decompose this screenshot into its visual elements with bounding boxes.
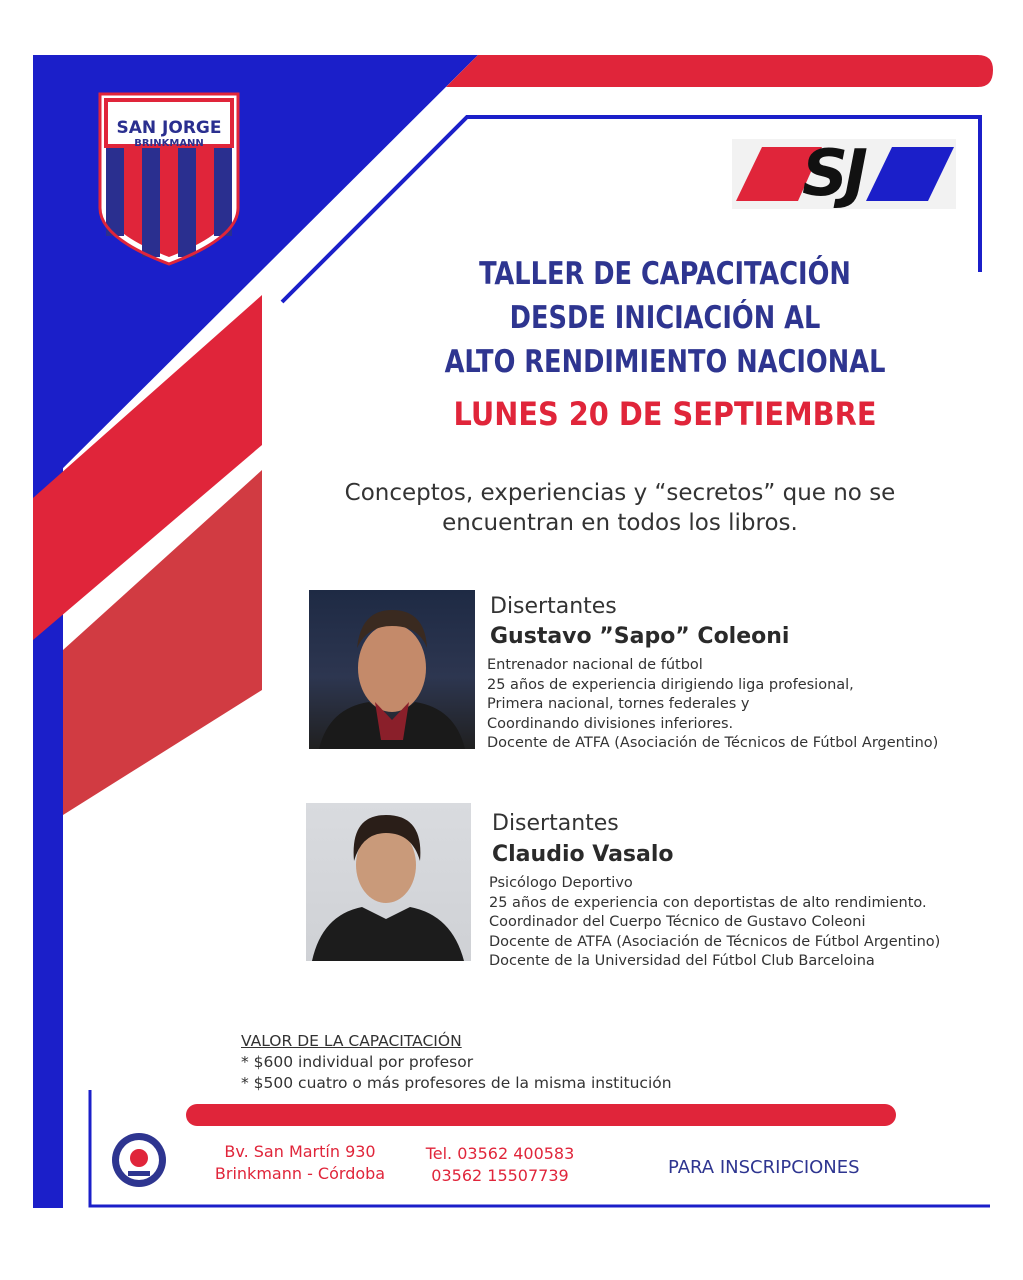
speaker-bio: [489, 874, 940, 972]
phone-line: 03562 15507739: [431, 1166, 569, 1185]
bio-line: 25 años de experiencia con deportistas de alto rendimiento.: [489, 894, 927, 911]
speaker-label: Disertantes: [492, 811, 619, 836]
address-line: Brinkmann - Córdoba: [214, 1164, 386, 1183]
tagline-line: encuentran en todos los libros.: [442, 510, 798, 536]
club-crest: [92, 88, 246, 266]
bio-line: 25 años de experiencia dirigiendo liga profesional,: [487, 676, 854, 693]
speaker-name: Claudio Vasalo: [492, 842, 674, 867]
sponsor-logo: [732, 139, 956, 209]
pricing-block: [241, 1031, 672, 1094]
crest-name: SAN JORGE: [116, 118, 222, 138]
footer-phone: [412, 1143, 588, 1187]
bio-line: Docente de la Universidad del Fútbol Club Barceloina: [489, 953, 875, 969]
pricing-item: * $500 cuatro o más profesores de la misma institución: [241, 1074, 672, 1092]
pricing-item: * $600 individual por profesor: [241, 1053, 474, 1071]
speaker-label: Disertantes: [490, 594, 617, 619]
speaker-bio: [487, 656, 938, 754]
sponsor-logo-text: SJ: [802, 137, 864, 211]
footer-address: [210, 1141, 390, 1185]
phone-line: Tel. 03562 400583: [425, 1144, 575, 1163]
footer-red-bar: [186, 1104, 896, 1126]
tagline-line: Conceptos, experiencias y “secretos” que no se: [344, 480, 896, 506]
top-red-bar: [446, 55, 993, 87]
title-line: ALTO RENDIMIENTO NACIONAL: [444, 344, 886, 380]
bio-line: Primera nacional, tornes federales y: [487, 696, 750, 712]
pricing-heading: VALOR DE LA CAPACITACIÓN: [241, 1032, 462, 1050]
inscripciones-label: PARA INSCRIPCIONES: [668, 1157, 860, 1178]
bio-line: Coordinando divisiones inferiores.: [487, 715, 734, 732]
event-title: [357, 252, 973, 384]
event-date: LUNES 20 DE SEPTIEMBRE: [453, 395, 877, 433]
title-line: TALLER DE CAPACITACIÓN: [479, 256, 851, 292]
speaker-photo-coleoni: [309, 590, 475, 749]
bio-line: Docente de ATFA (Asociación de Técnicos de Fútbol Argentino): [489, 933, 941, 950]
institution-seal-icon: [110, 1131, 168, 1189]
tagline: [300, 478, 940, 538]
address-line: Bv. San Martín 930: [224, 1142, 376, 1161]
speaker-name: Gustavo ”Sapo” Coleoni: [490, 624, 790, 649]
bio-line: Psicólogo Deportivo: [489, 875, 633, 891]
bio-line: Entrenador nacional de fútbol: [487, 657, 703, 673]
bio-line: Coordinador del Cuerpo Técnico de Gustavo Coleoni: [489, 914, 866, 930]
bio-line: Docente de ATFA (Asociación de Técnicos de Fútbol Argentino): [487, 735, 939, 751]
crest-city: BRINKMANN: [134, 138, 204, 149]
crest-shield-icon: [92, 88, 246, 266]
institution-seal: [110, 1131, 168, 1189]
title-line: DESDE INICIACIÓN AL: [509, 300, 821, 336]
speaker-photo-vasalo: [306, 803, 471, 961]
